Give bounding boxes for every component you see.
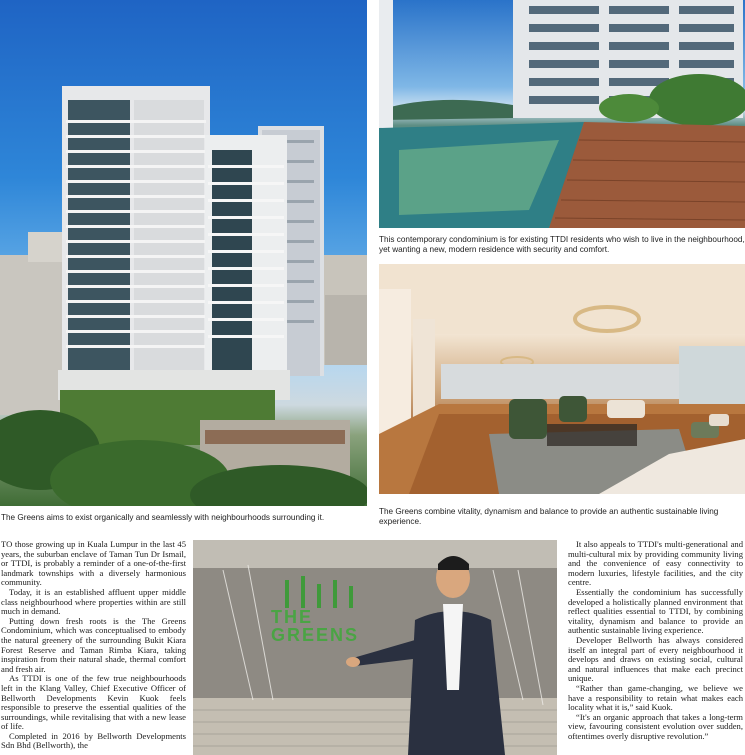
article-paragraph: “It's an organic approach that takes a long-term view, favouring consistent evolution over sudden, oftentimes overly disruptive revolution.”: [568, 711, 743, 741]
article-right-column: [568, 540, 743, 755]
lounge-illustration: [379, 264, 745, 494]
signage-illustration: [193, 540, 557, 755]
article-paragraph: As TTDI is one of the few true neighbourhoods left in the Klang Valley, Chief Executive Officer of Bellworth Developments Kevin Kuok feels responsible to preserve the essential qualities of the surroundings, while revitalising that with a new lease of life.: [1, 673, 186, 732]
article-paragraph: Completed in 2016 by Bellworth Developments Sdn Bhd (Bellworth), the: [1, 730, 186, 751]
article-left-column: [1, 540, 186, 755]
article-paragraph: “Rather than game-changing, we believe we have a responsibility to retain what makes each locality what it is,” said Kuok.: [568, 682, 743, 713]
pool-illustration: [379, 0, 745, 228]
caption-lounge: The Greens combine vitality, dynamism and balance to provide an authentic sustainable living experience.: [379, 507, 719, 526]
greens-sign-text: THE GREENS: [271, 607, 360, 645]
article-paragraph: Essentially the condominium has successfully developed a holistically planned environment that reflect qualities essential to TTDI, by combining vitality, dynamism and balance to provide an authentic sustainable living experience.: [568, 586, 743, 636]
photo-greens-signage: [193, 540, 557, 755]
article-paragraph: Putting down fresh roots is the The Greens Condominium, which was conceptualised to embody the natural greenery of the surrounding Bukit Kiara Forest Reserve and Taman Rimba Kiara, taking inspiration from their natural shade, thermal comfort and fresh air.: [1, 615, 186, 674]
photo-lounge-interior: [379, 264, 745, 494]
photo-condominium-towers: [0, 0, 367, 506]
article-paragraph: It also appeals to TTDI's multi-generational and multi-cultural mix by providing community living and the convenience of easy connectivity to modern luxuries, lifestyle facilities, and the city centre.: [568, 540, 743, 588]
article-paragraph: Developer Bellworth has always considered itself an integral part of every neighbourhood it develops and draws on existing social, cultural and natural influences that make each precinct unique.: [568, 634, 743, 684]
photo-infinity-pool: [379, 0, 745, 228]
caption-pool: This contemporary condominium is for existing TTDI residents who wish to live in the neighbourhood, yet wanting a new, modern residence with security and comfort.: [379, 235, 745, 254]
caption-towers: The Greens aims to exist organically and seamlessly with neighbourhoods surrounding it.: [1, 513, 325, 522]
towers-illustration: [0, 0, 367, 506]
article-paragraph: Today, it is an established affluent upper middle class neighbourhood where properties within are still much in demand.: [1, 586, 186, 617]
article-paragraph: TO those growing up in Kuala Lumpur in the last 45 years, the suburban enclave of Taman Tun Dr Ismail, or TTDI, is probably a reminder of a one-of-the-first landmark townships with a diversely harmonious community.: [1, 540, 186, 588]
